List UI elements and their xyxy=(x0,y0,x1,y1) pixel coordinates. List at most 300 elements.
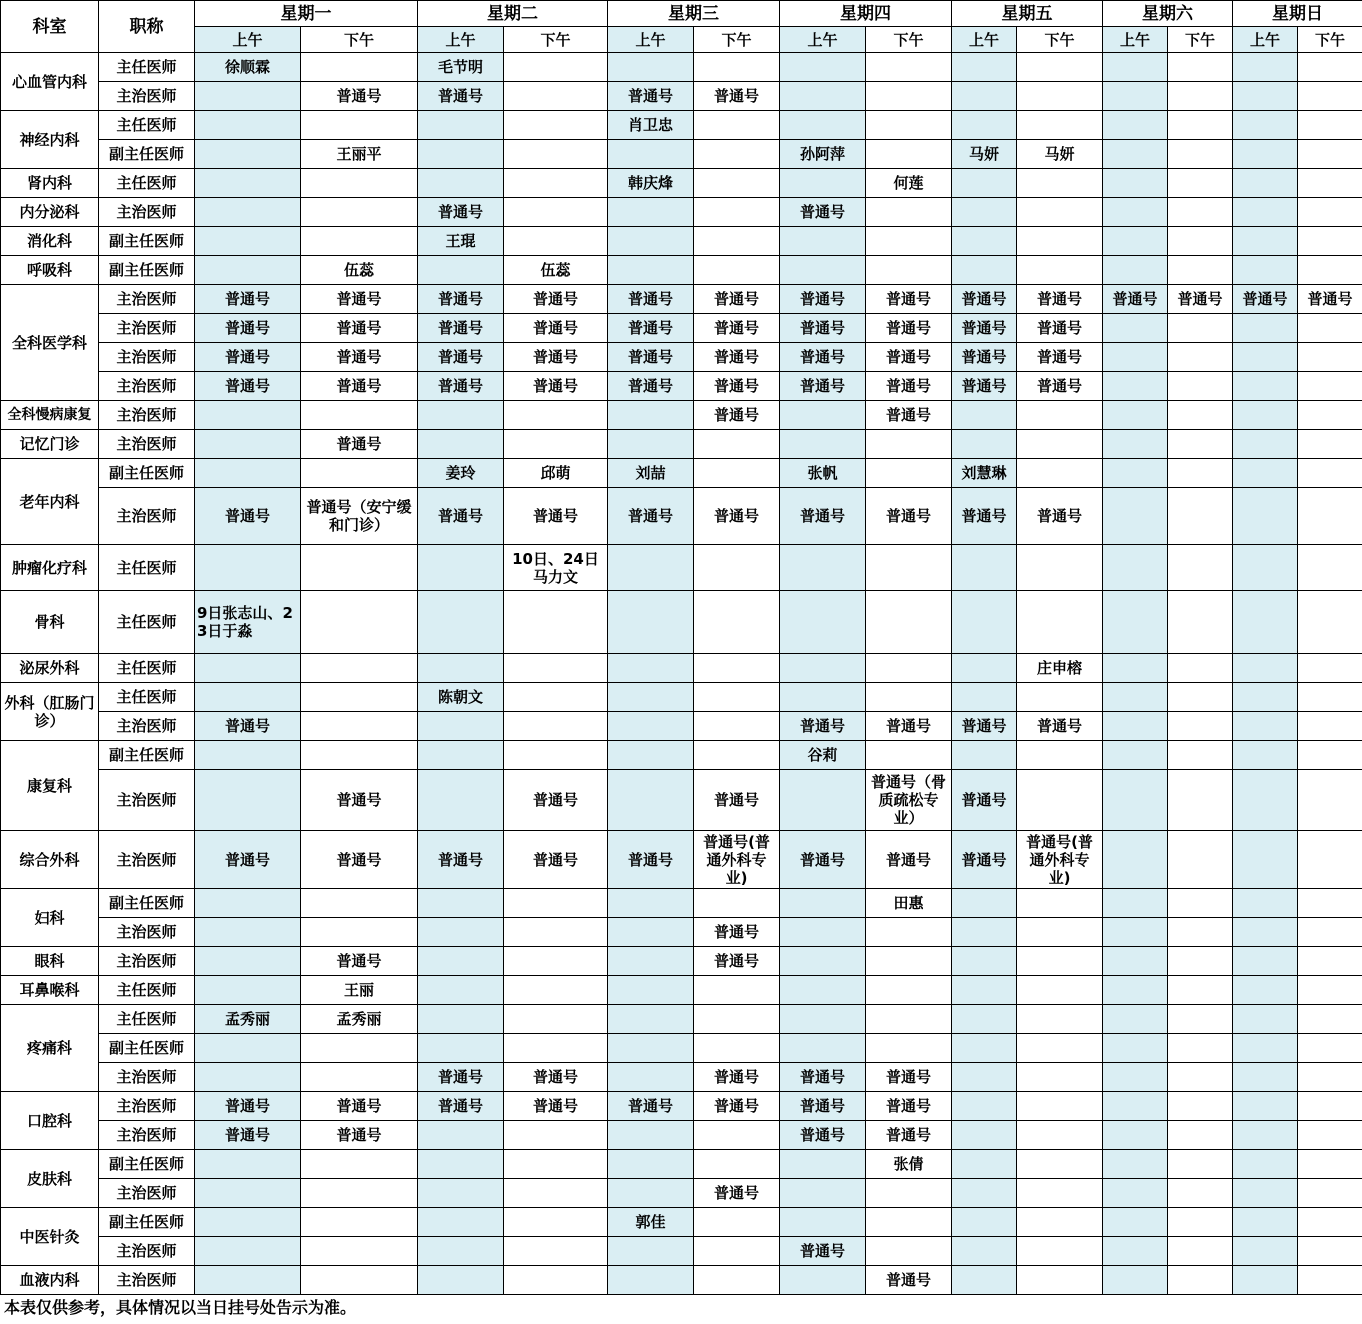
schedule-cell xyxy=(195,889,301,918)
schedule-cell: 孟秀丽 xyxy=(301,1005,418,1034)
schedule-cell: 普通号 xyxy=(504,770,608,831)
schedule-cell xyxy=(1298,343,1362,372)
schedule-cell: 普通号 xyxy=(301,947,418,976)
schedule-cell xyxy=(301,227,418,256)
schedule-cell xyxy=(504,1266,608,1295)
department-cell: 中医针灸 xyxy=(1,1208,99,1266)
schedule-cell: 普通号 xyxy=(694,947,780,976)
table-row xyxy=(1,831,1362,889)
schedule-cell xyxy=(1103,1034,1168,1063)
title-cell: 主任医师 xyxy=(99,53,195,82)
schedule-cell xyxy=(780,947,866,976)
schedule-cell xyxy=(418,712,504,741)
schedule-cell xyxy=(504,82,608,111)
schedule-cell xyxy=(780,545,866,591)
schedule-cell xyxy=(301,654,418,683)
department-cell: 记忆门诊 xyxy=(1,430,99,459)
schedule-cell xyxy=(1017,1179,1103,1208)
schedule-cell xyxy=(301,889,418,918)
department-cell: 外科（肛肠门诊） xyxy=(1,683,99,741)
schedule-cell: 普通号 xyxy=(301,1092,418,1121)
schedule-cell xyxy=(418,1237,504,1266)
schedule-cell: 普通号 xyxy=(418,82,504,111)
schedule-cell xyxy=(504,654,608,683)
schedule-cell xyxy=(1168,683,1233,712)
department-cell: 全科慢病康复 xyxy=(1,401,99,430)
schedule-cell xyxy=(1233,770,1298,831)
schedule-cell xyxy=(504,1150,608,1179)
schedule-cell xyxy=(694,654,780,683)
schedule-cell xyxy=(1103,430,1168,459)
title-cell: 主任医师 xyxy=(99,591,195,654)
schedule-cell xyxy=(952,741,1017,770)
department-cell: 消化科 xyxy=(1,227,99,256)
schedule-cell xyxy=(694,111,780,140)
schedule-cell xyxy=(1103,372,1168,401)
title-cell: 主任医师 xyxy=(99,169,195,198)
schedule-cell xyxy=(780,1208,866,1237)
schedule-cell: 普通号 xyxy=(694,1092,780,1121)
schedule-cell xyxy=(504,683,608,712)
schedule-cell xyxy=(866,683,952,712)
schedule-cell xyxy=(301,1150,418,1179)
table-row xyxy=(1,372,1362,401)
schedule-cell xyxy=(195,770,301,831)
schedule-cell xyxy=(1017,111,1103,140)
day-header-sat: 星期六 xyxy=(1103,1,1233,27)
schedule-cell xyxy=(1233,227,1298,256)
schedule-cell xyxy=(1103,1063,1168,1092)
schedule-cell xyxy=(780,1005,866,1034)
schedule-cell xyxy=(780,111,866,140)
schedule-cell xyxy=(1233,53,1298,82)
schedule-cell xyxy=(1168,1034,1233,1063)
schedule-cell: 王丽平 xyxy=(301,140,418,169)
schedule-cell xyxy=(1017,1063,1103,1092)
table-row xyxy=(1,1266,1362,1295)
schedule-cell xyxy=(1168,53,1233,82)
title-cell: 主任医师 xyxy=(99,654,195,683)
schedule-cell xyxy=(301,918,418,947)
schedule-cell xyxy=(608,227,694,256)
schedule-cell xyxy=(1233,545,1298,591)
title-cell: 主任医师 xyxy=(99,111,195,140)
schedule-cell xyxy=(608,654,694,683)
table-row xyxy=(1,140,1362,169)
department-cell: 肾内科 xyxy=(1,169,99,198)
schedule-cell: 普通号 xyxy=(301,82,418,111)
schedule-cell xyxy=(952,889,1017,918)
schedule-cell xyxy=(694,1121,780,1150)
schedule-cell xyxy=(952,111,1017,140)
schedule-cell xyxy=(608,947,694,976)
schedule-cell xyxy=(301,198,418,227)
schedule-cell: 普通号 xyxy=(952,488,1017,545)
schedule-cell: 普通号 xyxy=(301,372,418,401)
schedule-cell: 田惠 xyxy=(866,889,952,918)
schedule-cell xyxy=(1017,227,1103,256)
schedule-cell: 邱萌 xyxy=(504,459,608,488)
pm-header: 下午 xyxy=(301,27,418,53)
schedule-cell xyxy=(780,82,866,111)
schedule-cell xyxy=(504,227,608,256)
schedule-cell: 普通号 xyxy=(1017,314,1103,343)
schedule-cell xyxy=(195,1208,301,1237)
schedule-cell: 普通号 xyxy=(195,1092,301,1121)
schedule-cell xyxy=(694,976,780,1005)
schedule-cell xyxy=(780,683,866,712)
schedule-cell xyxy=(1017,1121,1103,1150)
schedule-cell xyxy=(504,111,608,140)
schedule-cell xyxy=(694,545,780,591)
schedule-cell xyxy=(1168,545,1233,591)
schedule-cell xyxy=(866,976,952,1005)
schedule-cell xyxy=(504,401,608,430)
schedule-cell: 何莲 xyxy=(866,169,952,198)
schedule-cell xyxy=(694,889,780,918)
am-header: 上午 xyxy=(418,27,504,53)
schedule-cell xyxy=(780,1266,866,1295)
schedule-cell xyxy=(1017,918,1103,947)
schedule-cell xyxy=(1298,1005,1362,1034)
day-header-fri: 星期五 xyxy=(952,1,1103,27)
table-row xyxy=(1,545,1362,591)
schedule-cell xyxy=(866,1237,952,1266)
schedule-cell xyxy=(1233,140,1298,169)
schedule-cell xyxy=(780,654,866,683)
title-cell: 主任医师 xyxy=(99,683,195,712)
schedule-cell: 普通号 xyxy=(866,712,952,741)
schedule-cell xyxy=(1298,198,1362,227)
schedule-cell xyxy=(1233,831,1298,889)
schedule-cell xyxy=(1233,488,1298,545)
schedule-cell xyxy=(608,198,694,227)
table-row xyxy=(1,488,1362,545)
schedule-cell: 普通号(普通外科专业) xyxy=(694,831,780,889)
schedule-cell xyxy=(1168,654,1233,683)
schedule-cell: 普通号 xyxy=(301,430,418,459)
schedule-cell xyxy=(1233,976,1298,1005)
title-cell: 主治医师 xyxy=(99,1121,195,1150)
schedule-cell xyxy=(1298,488,1362,545)
schedule-cell xyxy=(418,401,504,430)
title-cell: 主治医师 xyxy=(99,198,195,227)
schedule-cell: 普通号 xyxy=(780,712,866,741)
pm-header: 下午 xyxy=(504,27,608,53)
schedule-cell xyxy=(504,1005,608,1034)
schedule-cell xyxy=(418,976,504,1005)
schedule-cell xyxy=(1168,1266,1233,1295)
schedule-cell xyxy=(608,1266,694,1295)
schedule-cell xyxy=(1017,770,1103,831)
schedule-cell xyxy=(1168,82,1233,111)
schedule-cell: 肖卫忠 xyxy=(608,111,694,140)
table-row xyxy=(1,889,1362,918)
schedule-cell xyxy=(1017,947,1103,976)
schedule-cell: 普通号 xyxy=(694,770,780,831)
schedule-cell xyxy=(1017,401,1103,430)
schedule-cell xyxy=(608,976,694,1005)
table-row xyxy=(1,1034,1362,1063)
schedule-cell xyxy=(608,918,694,947)
schedule-cell xyxy=(1103,712,1168,741)
schedule-cell xyxy=(1168,976,1233,1005)
schedule-cell xyxy=(1168,140,1233,169)
schedule-cell xyxy=(504,976,608,1005)
schedule-cell xyxy=(1298,770,1362,831)
schedule-cell: 普通号 xyxy=(418,831,504,889)
schedule-cell xyxy=(608,430,694,459)
schedule-cell xyxy=(301,1063,418,1092)
schedule-cell: 普通号 xyxy=(952,770,1017,831)
schedule-cell xyxy=(780,770,866,831)
schedule-cell: 普通号 xyxy=(418,488,504,545)
schedule-cell xyxy=(1233,198,1298,227)
schedule-cell xyxy=(608,545,694,591)
schedule-cell xyxy=(780,1179,866,1208)
schedule-cell xyxy=(866,430,952,459)
schedule-cell xyxy=(504,1121,608,1150)
schedule-cell xyxy=(1103,1208,1168,1237)
schedule-cell xyxy=(608,140,694,169)
schedule-cell: 普通号 xyxy=(1017,285,1103,314)
schedule-cell xyxy=(952,169,1017,198)
table-row xyxy=(1,1121,1362,1150)
schedule-cell xyxy=(608,1121,694,1150)
schedule-cell: 普通号 xyxy=(694,343,780,372)
schedule-cell xyxy=(418,770,504,831)
schedule-cell xyxy=(195,459,301,488)
schedule-cell xyxy=(608,591,694,654)
schedule-cell xyxy=(1103,488,1168,545)
schedule-cell xyxy=(780,256,866,285)
title-cell: 主治医师 xyxy=(99,1237,195,1266)
department-cell: 血液内科 xyxy=(1,1266,99,1295)
schedule-cell xyxy=(694,140,780,169)
schedule-cell: 普通号 xyxy=(780,372,866,401)
schedule-cell xyxy=(1168,430,1233,459)
title-cell: 主任医师 xyxy=(99,976,195,1005)
schedule-cell: 普通号 xyxy=(952,372,1017,401)
schedule-cell xyxy=(195,947,301,976)
schedule-cell xyxy=(1017,459,1103,488)
schedule-cell xyxy=(694,256,780,285)
schedule-cell xyxy=(301,741,418,770)
am-header: 上午 xyxy=(608,27,694,53)
schedule-cell xyxy=(301,1208,418,1237)
schedule-cell xyxy=(952,430,1017,459)
schedule-cell xyxy=(1017,591,1103,654)
schedule-cell xyxy=(952,683,1017,712)
schedule-cell xyxy=(1233,654,1298,683)
schedule-cell xyxy=(1168,111,1233,140)
pm-header: 下午 xyxy=(1298,27,1362,53)
title-cell: 主治医师 xyxy=(99,831,195,889)
schedule-cell xyxy=(1103,314,1168,343)
schedule-cell xyxy=(1233,372,1298,401)
department-cell: 泌尿外科 xyxy=(1,654,99,683)
schedule-cell xyxy=(301,1179,418,1208)
schedule-cell: 普通号 xyxy=(780,1121,866,1150)
schedule-cell xyxy=(1298,545,1362,591)
schedule-cell xyxy=(1168,372,1233,401)
schedule-cell xyxy=(608,1237,694,1266)
table-row xyxy=(1,169,1362,198)
schedule-cell xyxy=(1298,591,1362,654)
schedule-cell xyxy=(694,227,780,256)
schedule-cell xyxy=(504,591,608,654)
schedule-cell xyxy=(1103,111,1168,140)
schedule-cell xyxy=(418,140,504,169)
schedule-cell xyxy=(418,169,504,198)
department-cell: 康复科 xyxy=(1,741,99,831)
schedule-cell: 普通号 xyxy=(780,198,866,227)
schedule-cell: 普通号 xyxy=(195,1121,301,1150)
schedule-cell xyxy=(1017,169,1103,198)
schedule-cell xyxy=(952,227,1017,256)
schedule-cell: 毛节明 xyxy=(418,53,504,82)
schedule-cell xyxy=(1103,53,1168,82)
schedule-cell xyxy=(195,1150,301,1179)
table-row xyxy=(1,654,1362,683)
am-header: 上午 xyxy=(780,27,866,53)
department-cell: 心血管内科 xyxy=(1,53,99,111)
schedule-cell xyxy=(866,545,952,591)
title-cell: 主治医师 xyxy=(99,82,195,111)
schedule-cell xyxy=(1298,169,1362,198)
schedule-cell xyxy=(608,889,694,918)
schedule-cell xyxy=(1103,459,1168,488)
schedule-cell xyxy=(504,918,608,947)
schedule-cell xyxy=(608,712,694,741)
table-row xyxy=(1,198,1362,227)
schedule-cell xyxy=(1168,256,1233,285)
schedule-cell xyxy=(1103,169,1168,198)
schedule-cell: 普通号 xyxy=(418,372,504,401)
schedule-cell: 庄申榕 xyxy=(1017,654,1103,683)
schedule-cell xyxy=(1233,1034,1298,1063)
title-cell: 主治医师 xyxy=(99,401,195,430)
schedule-cell: 普通号 xyxy=(952,314,1017,343)
schedule-cell xyxy=(1017,256,1103,285)
schedule-cell: 普通号 xyxy=(694,1179,780,1208)
schedule-cell xyxy=(608,770,694,831)
schedule-cell xyxy=(195,111,301,140)
schedule-cell: 普通号 xyxy=(504,314,608,343)
schedule-cell: 马妍 xyxy=(1017,140,1103,169)
schedule-cell xyxy=(952,918,1017,947)
title-cell: 主治医师 xyxy=(99,1179,195,1208)
schedule-cell: 普通号 xyxy=(780,1063,866,1092)
schedule-cell xyxy=(1298,140,1362,169)
title-cell: 副主任医师 xyxy=(99,741,195,770)
schedule-cell xyxy=(608,741,694,770)
title-cell: 副主任医师 xyxy=(99,1150,195,1179)
schedule-cell xyxy=(608,1005,694,1034)
schedule-cell: 马妍 xyxy=(952,140,1017,169)
schedule-cell xyxy=(504,430,608,459)
schedule-cell: 普通号 xyxy=(1103,285,1168,314)
title-cell: 主治医师 xyxy=(99,285,195,314)
schedule-cell xyxy=(301,591,418,654)
schedule-cell xyxy=(1298,53,1362,82)
table-row xyxy=(1,1179,1362,1208)
schedule-cell xyxy=(694,1150,780,1179)
schedule-cell: 普通号 xyxy=(195,372,301,401)
schedule-cell: 普通号 xyxy=(780,1237,866,1266)
schedule-cell: 普通号 xyxy=(694,314,780,343)
schedule-cell xyxy=(1233,314,1298,343)
schedule-cell: 普通号 xyxy=(780,314,866,343)
schedule-cell xyxy=(504,53,608,82)
schedule-cell xyxy=(1298,1179,1362,1208)
schedule-cell xyxy=(1103,1179,1168,1208)
schedule-cell: 普通号 xyxy=(866,285,952,314)
footer-note: 本表仅供参考，具体情况以当日挂号处告示为准。 xyxy=(4,1298,357,1317)
header-row-days xyxy=(1,1,1362,27)
schedule-cell xyxy=(1017,545,1103,591)
department-cell: 疼痛科 xyxy=(1,1005,99,1092)
schedule-cell xyxy=(866,1005,952,1034)
schedule-cell: 普通号 xyxy=(608,488,694,545)
schedule-cell xyxy=(1233,256,1298,285)
schedule-cell xyxy=(694,683,780,712)
schedule-cell: 普通号 xyxy=(1017,372,1103,401)
schedule-cell: 普通号 xyxy=(418,1063,504,1092)
table-row xyxy=(1,227,1362,256)
schedule-cell xyxy=(1233,82,1298,111)
schedule-cell: 普通号 xyxy=(504,488,608,545)
schedule-cell xyxy=(866,654,952,683)
schedule-cell: 普通号 xyxy=(694,285,780,314)
table-row xyxy=(1,1208,1362,1237)
day-header-mon: 星期一 xyxy=(195,1,418,27)
schedule-cell: 陈朝文 xyxy=(418,683,504,712)
schedule-cell: 普通号 xyxy=(694,82,780,111)
schedule-cell xyxy=(1103,256,1168,285)
title-cell: 主治医师 xyxy=(99,343,195,372)
schedule-cell xyxy=(1017,1266,1103,1295)
schedule-cell xyxy=(418,1034,504,1063)
schedule-cell xyxy=(866,140,952,169)
title-header: 职称 xyxy=(99,1,195,53)
schedule-cell: 普通号 xyxy=(866,1063,952,1092)
schedule-cell xyxy=(780,401,866,430)
schedule-cell xyxy=(1233,1121,1298,1150)
title-cell: 副主任医师 xyxy=(99,1034,195,1063)
schedule-cell: 刘慧琳 xyxy=(952,459,1017,488)
schedule-cell xyxy=(418,654,504,683)
schedule-cell xyxy=(1168,1121,1233,1150)
am-header: 上午 xyxy=(1103,27,1168,53)
department-cell: 综合外科 xyxy=(1,831,99,889)
table-row xyxy=(1,343,1362,372)
department-cell: 口腔科 xyxy=(1,1092,99,1150)
schedule-cell xyxy=(608,53,694,82)
schedule-cell: 普通号 xyxy=(1017,712,1103,741)
table-row xyxy=(1,1092,1362,1121)
schedule-cell xyxy=(866,947,952,976)
schedule-cell xyxy=(866,198,952,227)
schedule-cell xyxy=(866,111,952,140)
schedule-cell xyxy=(301,169,418,198)
schedule-cell xyxy=(1298,430,1362,459)
title-cell: 主治医师 xyxy=(99,712,195,741)
schedule-cell xyxy=(418,741,504,770)
schedule-cell: 普通号（安宁缓和门诊） xyxy=(301,488,418,545)
day-header-tue: 星期二 xyxy=(418,1,608,27)
schedule-cell: 普通号 xyxy=(608,314,694,343)
